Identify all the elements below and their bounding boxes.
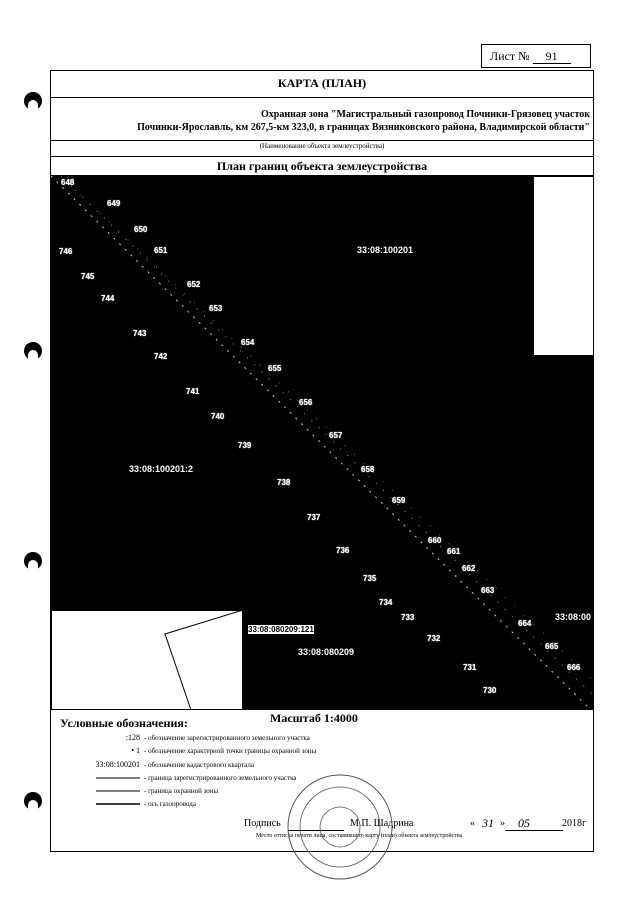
legend-desc: - обозначение характерной точки границы охранной зоны [144, 747, 317, 755]
boundary-point-label: 653 [209, 304, 223, 313]
boundary-point-label: 664 [518, 619, 532, 628]
legend-item [60, 733, 310, 743]
punch-hole-icon [24, 552, 42, 570]
legend-desc: - граница зарегистрированного земельного участка [144, 774, 297, 782]
boundary-point-label: 661 [447, 547, 461, 556]
plan-title: План границ объекта землеустройства [216, 159, 428, 173]
stamp-caption: Место оттиска печати лица, составившего карту (план) объекта землеустройства [256, 833, 463, 839]
legend-desc: - ось газопровода [144, 800, 196, 808]
signature-year: 2018г [562, 818, 587, 829]
cadastral-parcel-label: 33:08:100201:2 [129, 464, 194, 474]
signature-month: 05 [518, 816, 530, 830]
boundary-point-label: 665 [545, 642, 559, 651]
boundary-point-label: 742 [154, 352, 168, 361]
boundary-point-label: 656 [299, 398, 313, 407]
boundary-point-label: 736 [336, 546, 350, 555]
boundary-point-label: 741 [186, 387, 200, 396]
boundary-point-label: 652 [187, 280, 201, 289]
boundary-point-label: 730 [483, 686, 497, 695]
sheet-label: Лист № [490, 49, 530, 63]
boundary-point-label: 732 [427, 634, 441, 643]
legend-item [60, 799, 196, 809]
divider [50, 140, 594, 141]
boundary-point-label: 655 [268, 364, 282, 373]
boundary-point-label: 654 [241, 338, 255, 347]
legend-symbol: :128 [125, 733, 140, 742]
legend-desc: - обозначение кадастрового квартала [144, 761, 255, 769]
legend-symbol: 33:08:100201 [95, 760, 140, 769]
signature-label: Подпись [244, 818, 281, 829]
boundary-point-label: 739 [238, 441, 252, 450]
cadastral-quarter-label: 33:08:100201 [357, 245, 414, 255]
punch-hole-icon [24, 92, 42, 110]
divider [50, 97, 594, 98]
boundary-point-label: 738 [277, 478, 291, 487]
legend-item [60, 773, 297, 783]
date-line [505, 830, 563, 831]
land-parcel-block [533, 176, 594, 356]
boundary-point-label: 663 [481, 586, 495, 595]
boundary-point-label: 735 [363, 574, 377, 583]
punch-hole-icon [24, 792, 42, 810]
signer-name: М.П. Шадрина [350, 818, 414, 829]
boundary-point-label: 744 [101, 294, 115, 303]
boundary-point-label: 651 [154, 246, 168, 255]
boundary-point-label: 733 [401, 613, 415, 622]
map-area [51, 176, 594, 710]
divider [50, 156, 594, 157]
boundary-point-label: 660 [428, 536, 442, 545]
object-caption: (Наименование объекта землеустройства) [259, 142, 385, 150]
boundary-point-label: 743 [133, 329, 147, 338]
boundary-point-label: 658 [361, 465, 375, 474]
sheet-number: 91 [533, 49, 571, 64]
legend-item [60, 786, 218, 796]
punch-hole-icon [24, 342, 42, 360]
legend-symbol-parcel-boundary [60, 773, 140, 782]
boundary-point-label: 737 [307, 513, 321, 522]
boundary-point-label: 666 [567, 663, 581, 672]
legend-symbol-zone-boundary [60, 786, 140, 795]
object-title-line1: Охранная зона "Магистральный газопровод Починки-Грязовец участок [261, 109, 590, 120]
cadastral-quarter-label: 33:08:00 [555, 612, 592, 622]
date-quote-close: » [500, 818, 505, 829]
boundary-point-label: 731 [463, 663, 477, 672]
boundary-point-label: 746 [59, 247, 73, 256]
signature-day: 31 [482, 816, 494, 830]
legend-item [60, 760, 254, 770]
cadastral-parcel-label: 33:08:080209:121 [248, 625, 314, 634]
boundary-point-label: 650 [134, 225, 148, 234]
boundary-point-label: 662 [462, 564, 476, 573]
boundary-point-label: 657 [329, 431, 343, 440]
object-title-line2: Починки-Ярославль, км 267,5-км 323,0, в границах Вязниковского района, Владимирской области" [137, 122, 590, 133]
cadastral-quarter-label: 33:08:080209 [298, 647, 355, 657]
legend-desc: - граница охранной зоны [144, 787, 219, 795]
legend-title: Условные обозначения: [60, 716, 188, 730]
map-title: КАРТА (ПЛАН) [277, 76, 367, 90]
boundary-point-label: 734 [379, 598, 393, 607]
map-scale: Масштаб 1:4000 [270, 711, 358, 725]
boundary-point-label: 659 [392, 496, 406, 505]
boundary-point-label: 648 [61, 178, 75, 187]
boundary-point-label: 740 [211, 412, 225, 421]
parcel-boundary [51, 610, 243, 710]
legend-symbol-pipeline-axis [60, 799, 140, 808]
date-quote-open: « [470, 818, 475, 829]
legend-item [60, 746, 316, 756]
boundary-point-label: 745 [81, 272, 95, 281]
sheet-number-box [481, 44, 591, 68]
legend-desc: - обозначение зарегистрированного земельного участка [144, 734, 310, 742]
official-stamp [285, 772, 395, 882]
boundary-point-label: 649 [107, 199, 121, 208]
legend-symbol: • 1 [131, 746, 140, 755]
